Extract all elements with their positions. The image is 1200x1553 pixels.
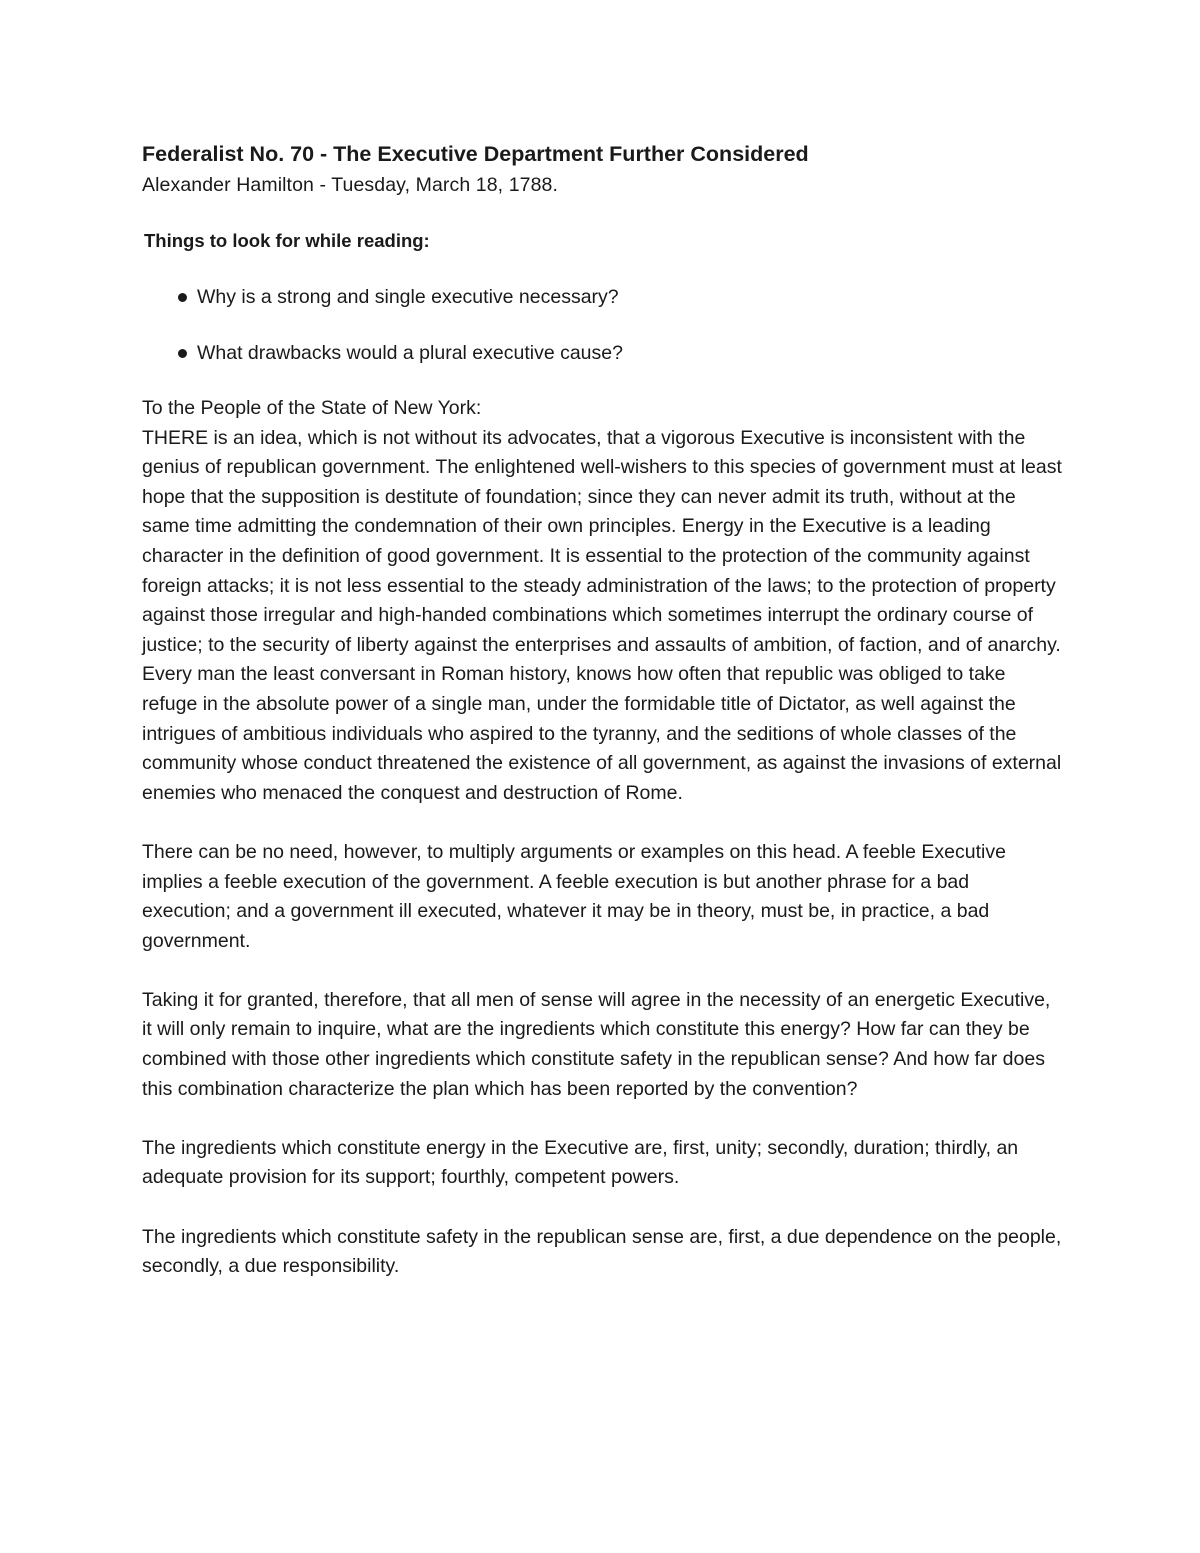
- bullet-icon: [178, 293, 187, 302]
- body-paragraph: The ingredients which constitute energy in the Executive are, first, unity; secondly, duration; thirdly, an adequate provision for its support; fourthly, competent powers.: [142, 1136, 1019, 1189]
- body-paragraph: THERE is an idea, which is not without its advocates, that a vigorous Executive is inconsistent with the genius of republican government. The enlightened well-wishers to this species of government must at least hope that the supposition is destitute of foundation; since they can never admit its truth, without at the same time admitting the condemnation of their own principles. Energy in the Executive is a leading character in the definition of good government. It is essential to the protection of the community against foreign attacks; it is not less essential to the steady administration of the laws; to the protection of property against those irregular and high-handed combinations which sometimes interrupt the ordinary course of justice; to the security of liberty against the enterprises and assaults of ambition, of faction, and of anarchy. Every man the least conversant in Roman history, knows how often that republic was obliged to take refuge in the absolute power of a single man, under the formidable title of Dictator, as well against the intrigues of ambitious individuals who aspired to the tyranny, and the seditions of whole classes of the community whose conduct threatened the existence of all government, as against the invasions of external enemies who menaced the conquest and destruction of Rome.: [142, 426, 1062, 804]
- reading-guide-list: [178, 282, 1062, 368]
- reading-guide-item: [178, 282, 1062, 312]
- body-paragraph: There can be no need, however, to multiply arguments or examples on this head. A feeble Executive implies a feeble execution of the government. A feeble execution is but another phrase for a bad execution; and a government ill executed, whatever it may be in theory, must be, in practice, a bad government.: [142, 840, 1006, 952]
- bullet-icon: [178, 349, 187, 358]
- reading-guide-item-text: Why is a strong and single executive necessary?: [197, 286, 619, 308]
- document-title: Federalist No. 70 - The Executive Department Further Considered: [142, 142, 809, 166]
- reading-guide-item-text: What drawbacks would a plural executive cause?: [197, 342, 623, 364]
- body-paragraph: Taking it for granted, therefore, that all men of sense will agree in the necessity of an energetic Executive, it will only remain to inquire, what are the ingredients which constitute this energy? How far can they be combined with those other ingredients which constitute safety in the republican sense? And how far does this combination characterize the plan which has been reported by the convention?: [142, 988, 1051, 1100]
- salutation: To the People of the State of New York:: [142, 397, 482, 419]
- document-page: [142, 138, 1062, 1282]
- body-paragraph: The ingredients which constitute safety in the republican sense are, first, a due dependence on the people, secondly, a due responsibility.: [142, 1225, 1062, 1278]
- reading-guide-item: [178, 338, 1062, 368]
- reading-guide-heading: Things to look for while reading:: [144, 230, 430, 251]
- document-byline: Alexander Hamilton - Tuesday, March 18, 1788.: [142, 174, 559, 196]
